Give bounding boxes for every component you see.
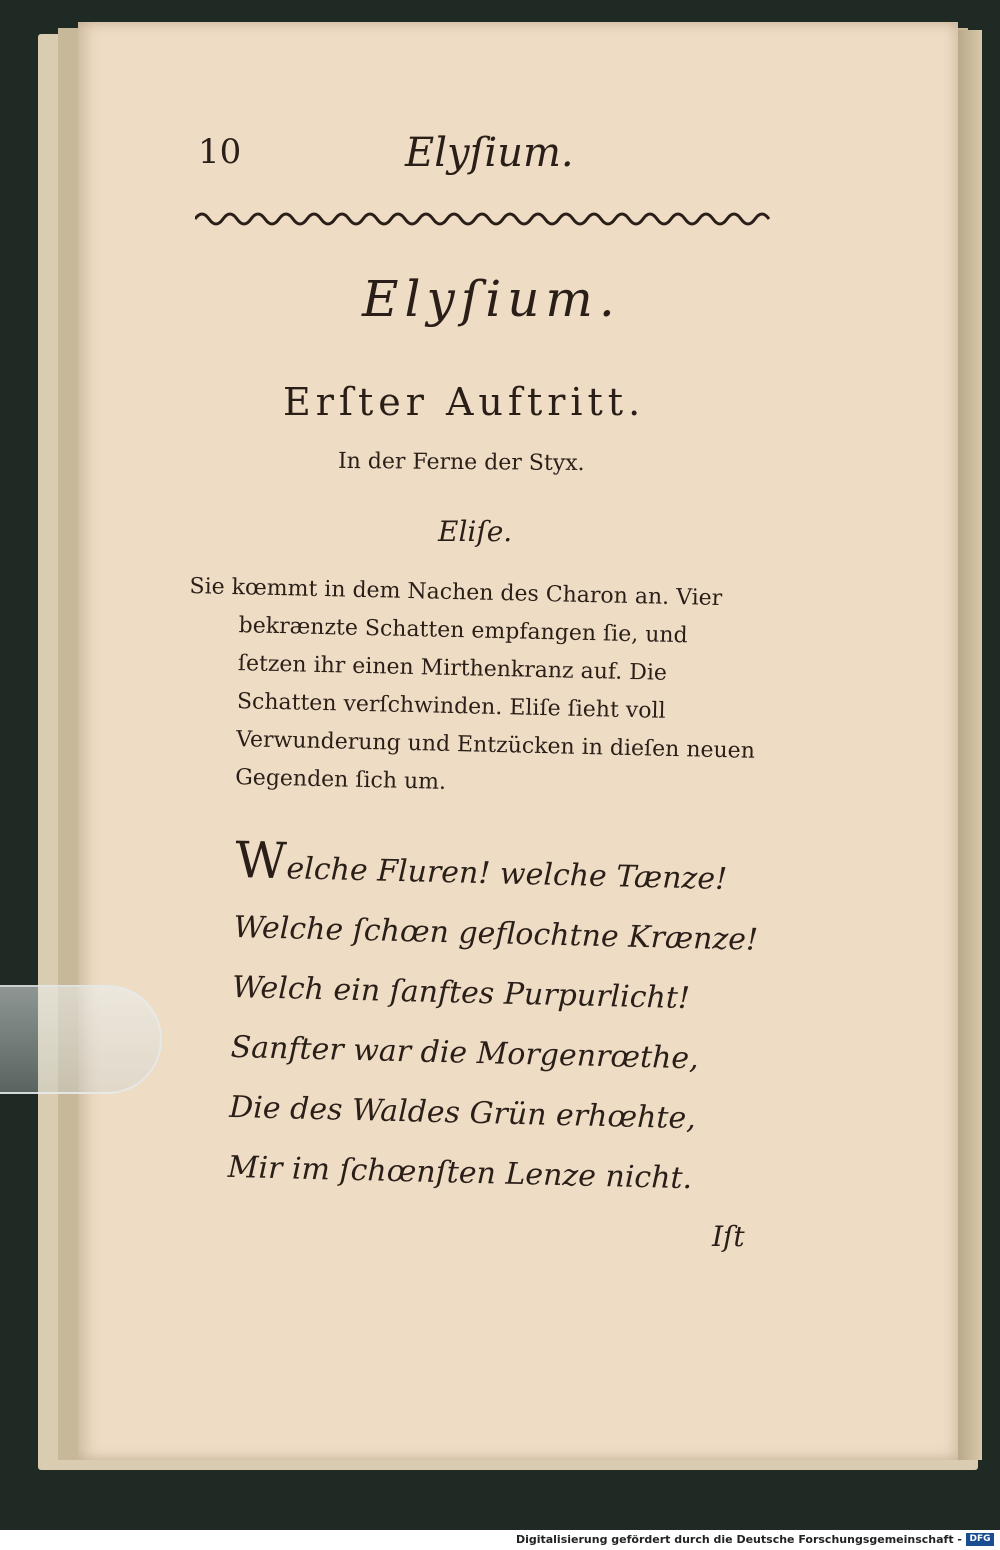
book-right-edge <box>958 30 982 1460</box>
running-title: Elyſium. <box>405 130 574 176</box>
wavy-rule-ornament <box>195 207 770 231</box>
verse-stanza <box>227 830 796 1212</box>
verse-line-5: Die des Waldes Grün erhœhte, <box>228 1089 697 1137</box>
play-title: Elyſium. <box>362 270 621 328</box>
funding-credit: Digitalisierung gefördert durch die Deutsche Forschungsgemeinschaft - <box>515 1533 962 1546</box>
page-holder-clip <box>0 985 162 1094</box>
verse-line-1-text: elche Fluren! welche Tænze! <box>286 851 728 898</box>
verse-line-3: Welch ein ſanftes Purpurlicht! <box>231 969 691 1017</box>
verse-line-4: Sanfter war die Morgenrœthe, <box>230 1029 700 1077</box>
scene-setting: In der Ferne der Styx. <box>337 448 585 477</box>
stage-direction-first-line: Sie kœmmt in dem Nachen des Charon an. Vier <box>189 573 723 612</box>
verse-line-6: Mir im ſchœnſten Lenze nicht. <box>227 1149 693 1197</box>
stage-direction-body: bekrænzte Schatten empfangen ſie, und ſetzen ihr einen Mirthenkranz auf. Die Schatten verſchwinden. Eliſe ſieht voll Verwunderung und Entzücken in dieſen neuen Gegenden ſich um. <box>234 613 756 795</box>
character-name: Eliſe. <box>438 515 513 548</box>
drop-cap: W <box>234 830 288 891</box>
footer-bar <box>0 1530 1000 1550</box>
catchword: Iſt <box>712 1220 745 1253</box>
scene-heading: Erſter Auftritt. <box>283 380 646 424</box>
page-number: 10 <box>198 132 242 172</box>
stage-direction <box>185 568 760 809</box>
dfg-logo: DFG <box>966 1533 994 1546</box>
verse-line-2: Welche ſchœn geflochtne Krænze! <box>233 909 759 958</box>
